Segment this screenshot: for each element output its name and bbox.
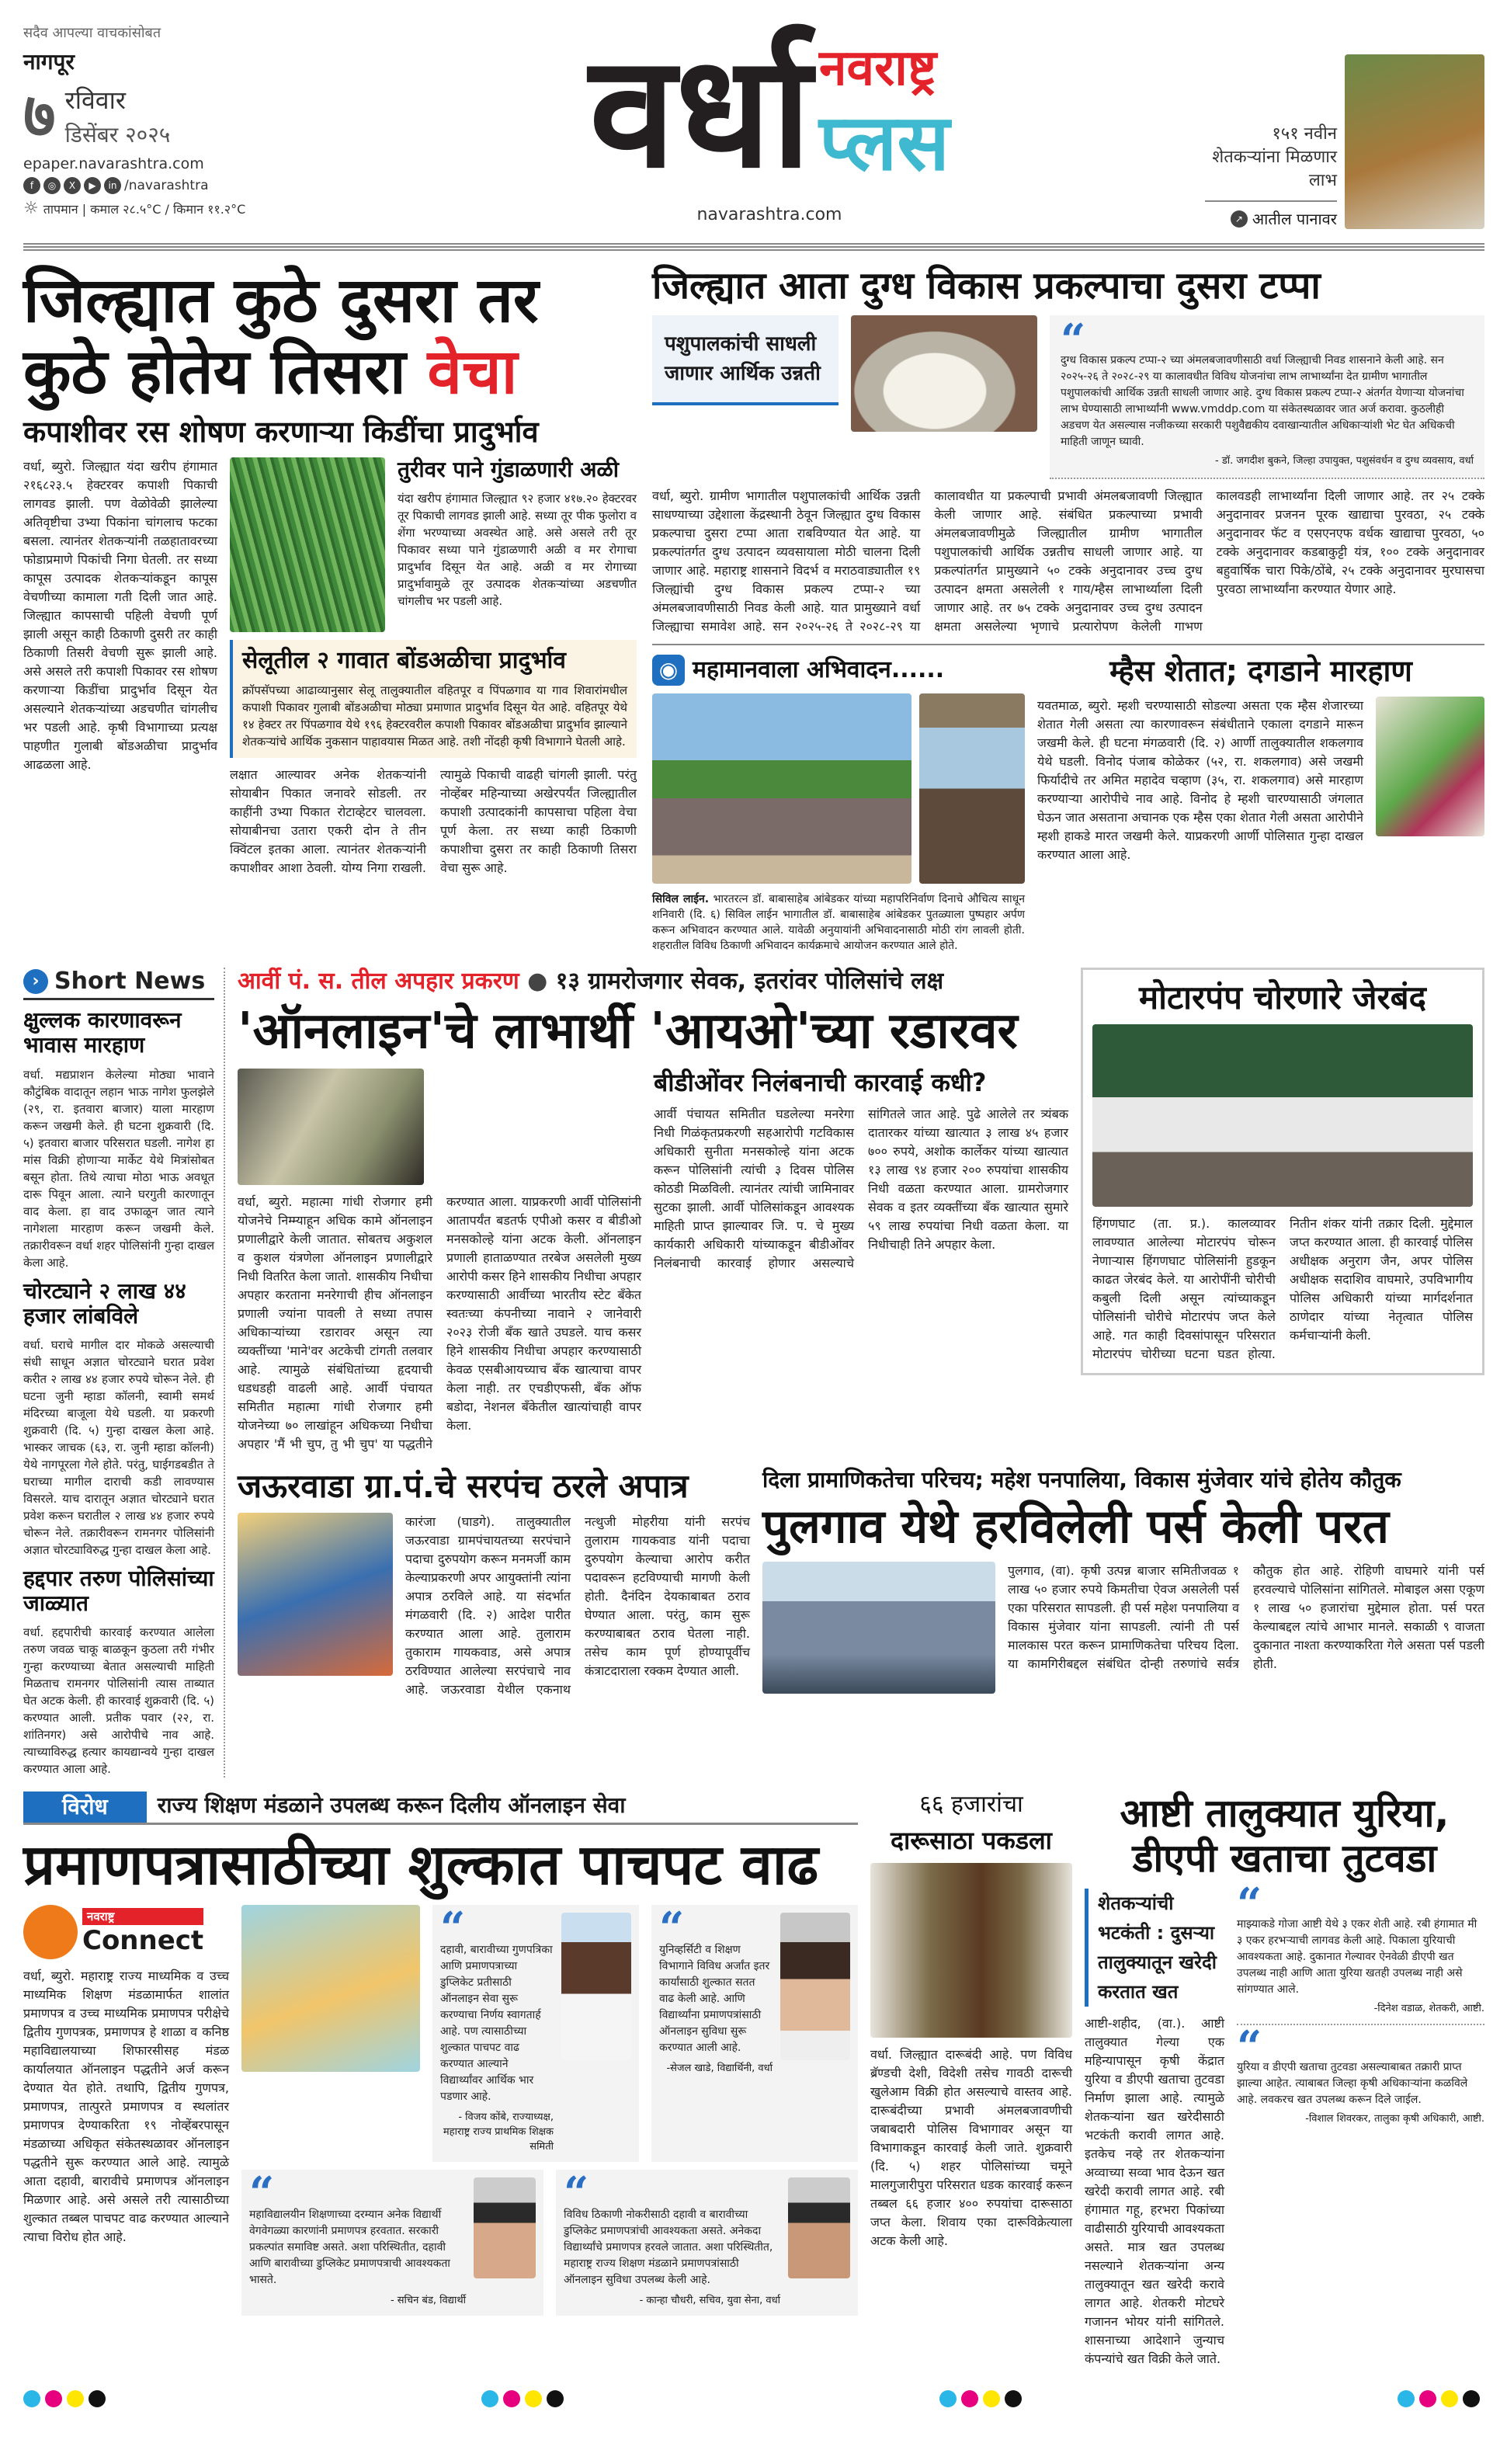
headline-highlight: वेचा: [427, 335, 518, 408]
linkedin-icon[interactable]: in: [104, 177, 121, 194]
story8: [23, 1792, 858, 2316]
arrested-accused-photo: [1092, 1024, 1473, 1207]
caption-lead: सिविल लाईन.: [652, 893, 710, 906]
quote-person-photo: [788, 2177, 850, 2278]
story5-body: हिंगणघाट (ता. प्र.). कालव्यावर लावण्यात आलेल्या मोटारपंप चोरून नेणाऱ्यास हिंगणघाट पोलिसांनी हुडकून काढत जेरबंद केले. या आरोपींनी चोरीची कबुली दिली असून त्यांच्याकडून पोलिसांनी चोरीचे मोटारपंप जप्त केले आहे. गत काही दिवसांपासून परिसरात मोटारपंप चोरीच्या घटना घडत होत्या. नितीन शंकर यांनी तक्रार दिली. मुद्देमाल जप्त करण्यात आला. ही कारवाई पोलिस अधीक्षक अनुराग जैन, अपर पोलिस अधीक्षक सदाशिव वाघमारे, उपविभागीय पोलिस अधिकारी यांच्या मार्गदर्शनात ठाणेदार यांच्या नेतृत्वात पोलिस कर्मचाऱ्यांनी केली.: [1092, 1216, 1473, 1362]
quote-icon: “: [1237, 1878, 1262, 1931]
story1-box-head: सेलूतील २ गावात बोंडअळीचा प्रादुर्भाव: [242, 646, 566, 674]
x-icon[interactable]: X: [64, 177, 81, 194]
liquor-seizure-photo: [870, 1863, 1072, 2038]
story8-quote: [241, 2167, 543, 2316]
quote-person-photo: [561, 1913, 631, 2060]
headline-line-1: आष्टी तालुक्यात युरिया,: [1120, 1791, 1450, 1837]
logo-navarashtra: नवराष्ट्र: [819, 39, 937, 97]
story4-body: वर्धा, ब्युरो. महात्मा गांधी रोजगार हमी योजनेचे निम्म्याहून अधिक कामे ऑनलाइन प्रणालीद्वारे केली जातात. सोबतच अकुशल व कुशल यंत्रणेला ऑनलाइन प्रणालीद्वारे निधी वितरित केला जातो. शासकीय निधीचा अपहार करताना मनरेगाची हीच ऑनलाइन प्रणाली ज्यांना पावली ते सध्या तपास अधिकाऱ्यांच्या रडारावर असून त्या व्यक्तींच्या 'माने'वर अटकेची टांगती तलवार आहे. त्यामुळे संबंधितांच्या हृदयाची धडधडही वाढली आहे. आर्वी पंचायत समितीत महात्मा गांधी रोजगार हमी योजनेच्या ७० लाखांहून अधिकच्या निधीचा अपहार 'मैं भी चुप, तु भी चुप' या पद्धतीने करण्यात आला. याप्रकरणी आर्वी पोलिसांनी आतापर्यंत बडतर्फ एपीओ कसर व बीडीओ मनसकोल्हे यांना अटक केली. ऑनलाइन प्रणाली हाताळण्यात तरबेज असलेली मुख्य आरोपी कसर हिने शासकीय निधीचा अपहार करण्यासाठी आर्वीच्या भारतीय स्टेट बँकेत स्वतःच्या कंपनीच्या नावाने २ जानेवारी २०२३ रोजी बँक खाते उघडले. याच कसर हिने शासकीय निधीचा अपहार करण्यासाठी केवळ एसबीआयच्याच बँक खात्याचा वापर केला नाही. तर एचडीएफसी, बँक ऑफ बडोदा, नेशनल बँकेतील खात्यांचाही वापर केला.: [238, 1194, 641, 1451]
short-news-title: Short News: [54, 968, 206, 996]
story8-body: वर्धा, ब्युरो. महाराष्ट्र राज्य माध्यमिक व उच्च माध्यमिक शिक्षण मंडळामार्फत शालांत प्रमाणपत्र व उच्च माध्यमिक प्रमाणपत्र परीक्षेचे द्वितीय गुणपत्रक, प्रमाणपत्र हे शाळा व कनिष्ठ महाविद्यालयाच्या शिफारसीसह मंडळ कार्यालयात ऑनलाइन पद्धतीने अर्ज करून देण्यात येत होते. तथापि, द्वितीय गुणपत्र, प्रमाणपत्र, तात्पुरते प्रमाणपत्र व स्थलांतर प्रमाणपत्र देण्याकरिता १९ नोव्हेंबरपासून मंडळाच्या अधिकृत संकेतस्थळावर ऑनलाइन पद्धतीने सुरू करण्यात आले आहे. त्यामुळे आता दहावी, बारावीचे प्रमाणपत्र ऑनलाइन मिळणार आहे. असे असले तरी त्यासाठीच्या शुल्कात तब्बल पाचपट वाढ करण्यात आल्याने त्याचा विरोध होत आहे.: [23, 1969, 229, 2245]
story10-quote-2: [1237, 2021, 1484, 2126]
tagline: सदैव आपल्या वाचकांसोबत: [23, 25, 161, 41]
logo-wardha: वर्धा: [589, 22, 811, 203]
story3: [1037, 655, 1484, 864]
quote-by: - कान्हा चौधरी, सचिव, युवा सेना, वर्धा: [639, 2295, 780, 2307]
story7: [762, 1468, 1484, 1694]
quote-person-photo: [780, 1913, 850, 2060]
logo-plus: प्लस: [819, 96, 950, 188]
facebook-icon[interactable]: f: [23, 177, 40, 194]
headline-line-2: डीएपी खताचा तुटवडा: [1132, 1835, 1437, 1881]
story8-quote: [651, 1905, 858, 2162]
short-news-header: [23, 968, 214, 1000]
story2-quote: दुग्ध विकास प्रकल्प टप्पा-२ च्या अंमलबजावणीसाठी वर्धा जिल्ह्याची निवड शासनाने केली आहे. सन २०२५-२६ ते २०२८-२९ या कालावधीत विविध योजनांचा लाभ लाभार्थ्यांना देत ग्रामीण भागातील पशुपालकांची आर्थिक उन्नती साधली जाणार आहे. दुग्ध विकास प्रकल्प टप्पा-२ अंतर्गत येणाऱ्या योजनांचा लाभ घेण्यासाठी लाभार्थ्यांनी www.vmddp.com या संकेतस्थळावर जात अर्ज करावा. कुठलीही अडचण येत असल्यास नजीकच्या सरकारी पशुवैद्यकीय दवाखान्यातील अधिकाऱ्यांशी भेट घेत अधिकची माहिती जाणून घ्यावी.: [1061, 354, 1464, 449]
short-news-head: चोरट्याने २ लाख ४४ हजार लांबविले: [23, 1277, 186, 1329]
story8-quote: [556, 2167, 858, 2316]
story1: [23, 265, 637, 878]
story1-box-body: लक्षात आल्यावर अनेक शेतकऱ्यांनी सोयाबीन पिकात जनावरे सोडली. तर काहींनी उभ्या पिकात रोटाव्हेटर चालवला. सोयाबीनचा उतारा एकरी दोन ते तीन क्विंटल इतका आला. त्यानंतर शेतकऱ्यांनी कपाशीवर आशा ठेवली. योग्य निगा राखली. त्यामुळे पिकाची वाढही चांगली झाली. परंतु नोव्हेंबर महिन्याच्या अखेरपर्यंत जिल्ह्यातील कपाशी उत्पादकांनी कापसाचा पहिला वेचा पूर्ण केला. तर सध्या काही ठिकाणी कपाशीचा दुसरा तर काही ठिकाणी तिसरा वेचा सुरू आहे.: [230, 767, 637, 876]
story1-side-head: तुरीवर पाने गुंडाळणारी अळी: [398, 456, 620, 482]
story7-kicker: दिला प्रामाणिकतेचा परिचय; महेश पनपालिया, विकास मुंजेवार यांचे होतेय कौतुक: [762, 1466, 1401, 1493]
quote-icon: “: [249, 2167, 275, 2219]
tribute-queue-photo: [652, 693, 911, 884]
story9-body: वर्धा. जिल्ह्यात दारूबंदी आहे. पण विविध ब्रॅण्डची देशी, विदेशी तसेच गावठी दारूची खुलेआम विक्री होत असल्याचे वास्तव आहे. दारूबंदीच्या प्रभावी अंमलबजावणीची जबाबदारी पोलिस विभागावर असून या विभागाकडून कारवाई केली जाते. शुक्रवारी (दि. ५) शहर पोलिसांच्या चमूने मालगुजारीपुरा परिसरात धडक कारवाई करून तब्बल ६६ हजार ४०० रुपयांचा दारूसाठा जप्त केला. शिवाय एका दारूविक्रेत्याला अटक केली आहे.: [870, 2046, 1072, 2248]
kicker-text: १३ ग्रामरोजगार सेवक, इतरांवर पोलिसांचे लक्ष: [555, 968, 944, 996]
story8-kicker: राज्य शिक्षण मंडळाने उपलब्ध करून दिलीय ऑनलाइन सेवा: [157, 1792, 626, 1819]
short-news-body: वर्धा. घराचे मागील दार मोकळे असल्याची संधी साधून अज्ञात चोरट्याने घरात प्रवेश करीत २ लाख ४४ हजार रुपये चोरून नेले. ही घटना जुनी म्हाडा कॉलनी, स्वामी समर्थ मंदिरच्या बाजूला येथे घडली. या प्रकरणी शुक्रवारी (दि. ५) गुन्हा दाखल केला आहे. भास्कर जाचक (६३, रा. जुनी म्हाडा कॉलनी) येथे नागपूरला गेले होते. परंतु, घाईगडबडीत ते घराच्या मागील दाराची कडी लावण्यास विसरले. याच दारातून अज्ञात चोरट्याने घरात प्रवेश करून घरातील २ लाख ४४ हजार रुपये चोरून नेले. तक्रारीवरून रामनगर पोलिसांनी अज्ञात चोरट्याविरुद्ध गुन्हा दाखल केला आहे.: [23, 1337, 214, 1557]
quote-icon: “: [1237, 2021, 1262, 2073]
story2-quote-box: [1050, 315, 1484, 479]
masthead: [23, 23, 1484, 229]
story2-headline: जिल्ह्यात आता दुग्ध विकास प्रकल्पाचा दुसरा टप्पा: [652, 264, 1321, 308]
short-news-head: हद्दपार तरुण पोलिसांच्या जाळ्यात: [23, 1565, 214, 1617]
story4-subhead: बीडीओंवर निलंबनाची कारवाई कधी?: [654, 1067, 987, 1097]
story5-box: [1081, 968, 1484, 1375]
quote-text: युरिया व डीएपी खताचा तुटवडा असल्याबाबत तक्रारी प्राप्त झाल्या आहेत. त्याबाबत जिल्हा कृषी अधिकाऱ्यांना कळविले आहे. लवकरच खत उपलब्ध करून दिले जाईल.: [1237, 2061, 1468, 2107]
milk-pouring-photo: [851, 315, 1037, 432]
weather: [23, 199, 334, 218]
story4-headline: 'ऑनलाइन'चे लाभार्थी 'आयओ'च्या रडारवर: [238, 1003, 1018, 1061]
connect-brand: नवराष्ट्र: [82, 1908, 203, 1925]
epaper-link[interactable]: epaper.navarashtra.com: [23, 155, 204, 172]
story7-headline: पुलगाव येथे हरविलेली पर्स केली परत: [762, 1499, 1389, 1554]
quote-text: विविध ठिकाणी नोकरीसाठी दहावी व बारावीच्या डुप्लिकेट प्रमाणपत्रांची आवश्यकता असते. अनेकदा विद्यार्थ्यांचे प्रमाणपत्र हरवले जातात. अशा परिस्थितीत, महाराष्ट्र राज्य शिक्षण मंडळाने प्रमाणपत्रांसाठी ऑनलाइन सुविधा उपलब्ध केली आहे.: [564, 2209, 773, 2287]
quote-by: -विशाल शिवरकर, तालुका कृषी अधिकारी, आष्टी.: [1305, 2113, 1484, 2125]
story1-box-intro: क्रॉपसॅपच्या आढाव्यानुसार सेलू तालुक्यातील वहितपूर व पिंपळगाव या गाव शिवारांमधील कपाशी पिकावर गुलाबी बोंडअळीचा मोठ्या प्रमाणात प्रादुर्भाव दिसून येत आहे. वहितपूर येथे १४ हेक्टर तर पिंपळगाव येथे १९६ हेक्टरवरील कपाशी पिकावर बोंडअळीचा प्रादुर्भाव झाल्याने शेतकऱ्यांचे आर्थिक नुकसान पाहावयास मिळत आहे. तशी नोंदही कृषी विभागाने घेतली आहे.: [242, 683, 627, 749]
story10-side-head: शेतकऱ्यांची भटकंती : दुसऱ्या तालुक्यातून खरेदी करतात खत: [1085, 1889, 1224, 2007]
story6-body: कारंजा (घाडगे). तालुक्यातील जऊरवाडा ग्रामपंचायतच्या सरपंचाने पदाचा दुरुपयोग करून मनमर्जी काम केल्याप्रकरणी अपर आयुक्तांनी त्यांना अपात्र ठरविले आहे. या संदर्भात मंगळवारी (दि. २) आदेश पारीत करण्यात आला आहे. तुलाराम तुकाराम गायकवाड, असे अपात्र ठरविण्यात आलेल्या सरपंचाचे नाव आहे. जऊरवाडा येथील एकनाथ नत्थुजी मोहरीया यांनी सरपंच तुलाराम गायकवाड यांनी पदाचा दुरुपयोग केल्याचा आरोप करीत पदावरून हटविण्याची मागणी केली होती. दैनंदिन देयकाबाबत ठराव घेण्यात आला. परंतु, काम सुरू करण्याबाबत ठराव घेतला नाही. तसेच काम पूर्ण होण्यापूर्वीच कंत्राटदाराला रक्कम देण्यात आली.: [405, 1514, 750, 1698]
social-links: [23, 177, 334, 194]
story3-body: यवतमाळ, ब्युरो. म्हशी चरण्यासाठी सोडल्या असता एक म्हैस शेजारच्या शेतात गेली असता त्या कारणावरून संबंधीताने एकाला दगडाने मारून जखमी केले. ही घटना मंगळवारी (दि. २) आर्णी तालुक्यातील शकलगाव येथे घडली. विनोद पंजाब कोळेकर (५२, रा. शकलगाव) असे जखमी फिर्यादीचे तर अमित महादेव चव्हाण (३५, रा. शकलगाव) असे मारहाण करण्याऱ्या आरोपीचे नाव आहे. विनोद हे म्हशी चारण्यासाठी जंगलात घेऊन जात असताना अचानक एक म्हैस एका शेतात गेली असता आरोपीने म्हशी हाकडे मारत जखमी केले. याप्रकरणी आर्णी पोलिसात गुन्हा दाखल करण्यात आला आहे.: [1037, 697, 1363, 862]
short-news-body: वर्धा. हद्दपारीची कारवाई करण्यात आलेला तरुण जवळ चाकू बाळकून कुठला तरी गंभीर गुन्हा करण्याच्या बेतात असल्याची माहिती मिळताच रामनगर पोलिसांनी त्यास ताब्यात घेत अटक केली. ही कारवाई शुक्रवारी (दि. ५) करण्यात आली. प्रतीक पवार (२२, रा. शांतिनगर) असे आरोपीचे नाव आहे. त्याच्याविरुद्ध हत्यार कायद्यान्वये गुन्हा दाखल करण्यात आला आहे.: [23, 1625, 214, 1777]
instagram-icon[interactable]: ◎: [43, 177, 61, 194]
story9-headline: दारूसाठा पकडला: [891, 1825, 1052, 1855]
photo-feature-heading: महामानवाला अभिवादन......: [693, 655, 945, 683]
story10: [1085, 1792, 1484, 2368]
story2-body: वर्धा, ब्युरो. ग्रामीण भागातील पशुपालकांची आर्थिक उन्नती साधण्याच्या उद्देशाला केंद्रस्थानी ठेवून जिल्ह्यात दुग्ध विकास प्रकल्पाचा दुसरा टप्पा आता राबविण्यात येत आहे. या प्रकल्पांतर्गत दुग्ध उत्पादन व्यवसायाला मोठी चालना दिली जाणार आहे. महाराष्ट्र शासनाने विदर्भ व मराठवाड्यातील १९ जिल्ह्यांची दुग्ध विकास प्रकल्प टप्पा-२ च्या अंमलबजावणीसाठी निवड केली आहे. यात प्रामुख्याने वर्धा जिल्ह्याचा समावेश आहे. सन २०२५-२६ ते २०२८-२९ या कालावधीत या प्रकल्पाची प्रभावी अंमलबजावणी जिल्ह्यात केली जाणार आहे. संबंधित प्रकल्पाच्या प्रभावी अंमलबजावणीमुळे जिल्ह्यातील ग्रामीण भागातील पशुपालकांची आर्थिक उन्नतीच साधली जाणार आहे. या प्रकल्पांतर्गत प्रामुख्याने ५० टक्के अनुदानावर उच्च दुग्ध उत्पादन क्षमता असलेली १ गाय/म्हैस लाभार्थ्याला दिली जाणार आहे. तर ७५ टक्के अनुदानावर उच्च दुग्ध उत्पादन क्षमता असलेल्या भृणाचे प्रत्यारोपण केलेली गाभण कालवडही लाभार्थ्यांना दिली जाणार आहे. तर २५ टक्के अनुदानावर प्रजनन पूरक खाद्याचा पुरवठा, २५ टक्के अनुदानावर फॅट व एसएनएफ वर्धक खाद्याचा पुरवठा, ५० टक्के अनुदानावर कडबाकुट्टी यंत्र, १०० टक्के अनुदानावर बहुवार्षिक चारा पिके/ठोंबे, २५ टक्के अनुदानावर मुरघासचा पुरवठा लाभार्थ्यांना करण्यात येणार आहे.: [652, 488, 1484, 634]
arrow-right-icon: ›: [23, 969, 48, 994]
short-news-body: वर्धा. मद्यप्राशन केलेल्या मोठ्या भावाने कौटुंबिक वादातून लहान भाऊ नागेश फुलझेले (२९, रा. इतवारा बाजार) याला मारहाण करून जखमी केले. ही घटना शुक्रवारी (दि. ५) इतवारा बाजार परिसरात घडली. नागेश हा मांस विक्री होणाऱ्या मार्केट येथे मित्रांसोबत बसून होता. तिथे त्याचा मोठा भाऊ अवधूत दारू पिवून आला. त्याने घरगुती कारणातून वाद केला. हा वाद उफाळून जात त्याने नागेशला मारहाण करून जखमी केले. तक्रारीवरून वर्धा शहर पोलिसांनी गुन्हा दाखल केला आहे.: [23, 1067, 214, 1270]
weather-sun-cloud-icon: ☼: [23, 199, 39, 218]
promo-text: १५१ नवीन शेतकऱ्यांना मिळणार लाभ: [1212, 124, 1337, 190]
connect-label: Connect: [82, 1925, 204, 1957]
story9: [870, 1792, 1072, 2250]
story4: [238, 968, 1068, 1454]
story6-headline: जऊरवाडा ग्रा.पं.चे सरपंच ठरले अपात्र: [238, 1466, 689, 1505]
quote-text: माझ्याकडे गोजा आष्टी येथे ३ एकर शेती आहे. रबी हंगामात मी ३ एकर हरभऱ्याची लागवड केली आहे. पिकाला युरियाची आवश्यकता आहे. दुकानात गेल्यावर ऐनवेळी डीएपी खत उपलब्ध नाही आणि आता युरिया खतही उपलब्ध नाही असे सांगण्यात आले.: [1237, 1918, 1477, 1997]
ambedkar-statue-photo: [919, 693, 1025, 884]
quote-icon: “: [440, 1903, 466, 1955]
print-registration-marks: [1398, 2390, 1484, 2410]
photo-caption: [652, 891, 1025, 954]
print-registration-marks: [939, 2390, 1026, 2410]
weekday: रविवार: [64, 85, 126, 115]
story4-kicker: आर्वी पं. स. तील अपहार प्रकरण ● १३ ग्रामरोजगार सेवक, इतरांवर पोलिसांचे लक्ष: [238, 968, 944, 996]
story10-headline: [1085, 1792, 1484, 1881]
headline-line-1: जिल्ह्यात कुठे दुसरा तर: [23, 264, 539, 336]
story4-sub-body: आर्वी पंचायत समितीत घडलेल्या मनरेगा निधी गिळंकृतप्रकरणी सहआरोपी गटविकास अधिकारी सुनीता मनसकोल्हे यांना अटक करून पोलिसांनी त्यांची ३ दिवस पोलिस कोठडी मिळविली. त्यानंतर त्यांची जामिनावर सुटका झाली. आर्वी पोलिसांकडून आवश्यक माहिती प्राप्त झाल्यावर जि. प. चे मुख्य कार्यकारी अधिकारी यांच्याकडून बीडीओंवर निलंबनाची कारवाई होणार असल्याचे सांगितले जात आहे. पुढे आलेले तर त्र्यंबक दातारकर यांच्या खात्यात ३ लाख ४५ हजार ७०० रुपये, अशोक कार्लेकर यांच्या खात्यात १३ लाख ९४ हजार २०० रुपयांचा शासकीय निधी वळता करण्यात आला. ग्रामरोजगार सेवक व इतर व्यक्तींच्या बँक खात्यात सुमारे ५९ लाख रुपयांचा निधी वळता केला. या निधीचाही तिने अपहार केला.: [654, 1106, 1068, 1270]
story5-headline: मोटारपंप चोरणारे जेरबंद: [1139, 978, 1426, 1017]
quote-text: युनिव्हर्सिटी व शिक्षण विभागाने विविध अर्जांत इतर कार्यांसाठी शुल्कात सतत वाढ केली आहे. आणि विद्यार्थ्यांना प्रमाणपत्रांसाठी ऑनलाइन सुविधा सुरू करण्यात आली आहे.: [659, 1944, 770, 2055]
site-url[interactable]: navarashtra.com: [696, 205, 842, 224]
weather-text: तापमान | कमाल २८.५°C / किमान ११.२°C: [43, 201, 246, 217]
story8-headline: प्रमाणपत्रासाठीच्या शुल्कात पाचपट वाढ: [23, 1832, 819, 1898]
farmer-bullock-photo: [1345, 54, 1484, 229]
assault-illustration: [1376, 697, 1484, 836]
story3-headline: म्हैस शेतात; दगडाने मारहाण: [1109, 654, 1412, 689]
photo-feature-title: [652, 655, 1025, 686]
tur-crop-photo: [230, 457, 385, 632]
story2-quote-by: - डॉ. जगदीश बुकने, जिल्हा उपायुक्त, पशुसंवर्धन व दुग्ध व्यवसाय, वर्धा: [1215, 455, 1474, 467]
quote-text: महाविद्यालयीन शिक्षणाच्या दरम्यान अनेक विद्यार्थी वेगवेगळ्या कारणांनी प्रमाणपत्र हरवतात. सरकारी प्रकल्पांत समाविष्ट असते. अशा परिस्थितीत, दहावी आणि बारावीच्या डुप्लिकेट प्रमाणपत्राची आवश्यकता भासते.: [249, 2209, 450, 2287]
caption-text: भारतरत्न डॉ. बाबासाहेब आंबेडकर यांच्या महापरिनिर्वाण दिनाचे औचित्य साधून शनिवारी (दि. ६) सिविल लाईन भागातील डॉ. बाबासाहेब आंबेडकर पुतळ्याला पुष्पहार अर्पण करून अभिवादन करण्यात आले. यावेळी अनुयायांनी अभिवादनासाठी मोठी रांग लावली होती. शहरातील विविध ठिकाणी अभिवादन कार्यक्रमाचे आयोजन करण्यात आले होते.: [652, 893, 1026, 953]
promo-link[interactable]: [1205, 200, 1337, 229]
kicker-red: आर्वी पं. स. तील अपहार प्रकरण: [238, 968, 519, 996]
story1-subhead: कपाशीवर रस शोषण करणाऱ्या किडींचा प्रादुर्भाव: [23, 415, 539, 449]
quote-icon: “: [659, 1903, 685, 1955]
quote-person-photo: [474, 2177, 536, 2278]
story8-quote: [432, 1905, 639, 2162]
print-registration-marks: [481, 2390, 568, 2410]
navarashtra-connect-logo: [23, 1905, 229, 1959]
story10-body: आष्टी-शहीद, (वा.). आष्टी तालुक्यात गेल्या एक महिन्यापासून कृषी केंद्रात युरिया व डीएपी खताचा तुटवडा निर्माण झाला आहे. त्यामुळे शेतकऱ्यांना खत खरेदीसाठी भटकंती करावी लागत आहे. इतकेच नव्हे तर शेतकऱ्यांना अव्वाच्या सव्वा भाव देऊन खत खरेदी करावी लागत आहे. रबी हंगामात गहू, हरभरा पिकांच्या वाढीसाठी युरियाची आवश्यकता असते. मात्र खत उपलब्ध नसल्याने शेतकऱ्यांना अन्य तालुक्यातून खत खरेदी करावे लागत आहे. शेतकरी मोटघरे गजानन भोयर यांनी सांगितले. शासनाच्या आदेशाने जुन्याच कंपन्यांचे खत विक्री केले जाते.: [1085, 2016, 1224, 2367]
edition-city: नागपूर: [23, 49, 75, 75]
panchayat-illustration: [238, 1513, 393, 1676]
education-illustration: [241, 1905, 420, 2072]
story9-kicker: ६६ हजारांचा: [919, 1791, 1023, 1819]
quote-by: -सेजल खाडे, विद्यार्थिनी, वर्धा: [666, 2063, 773, 2075]
story10-quote-1: [1237, 1878, 1484, 2016]
promo-link-label: आतील पानावर: [1252, 210, 1337, 228]
story2: [652, 265, 1484, 954]
quote-by: - विजय कोंबे, राज्याध्यक्ष, महाराष्ट्र राज्य प्राथमिक शिक्षक समिती: [443, 2111, 554, 2153]
short-news-item: [23, 1566, 214, 1778]
short-news: [23, 968, 225, 1778]
short-news-item: [23, 1279, 214, 1559]
currency-notes-photo: [238, 1069, 424, 1185]
camera-icon: ◉: [652, 655, 685, 686]
print-registration-marks: [23, 2390, 110, 2410]
short-news-item: [23, 1008, 214, 1270]
story6: [238, 1468, 750, 1699]
story8-tag: विरोध: [23, 1792, 147, 1823]
quote-by: - सचिन बंड, विद्यार्थी: [390, 2295, 466, 2307]
story1-side-body: यंदा खरीप हंगामात जिल्ह्यात ९२ हजार ४१७.२० हेक्टरवर तूर पिकाची लागवड झाली आहे. सध्या तूर पीक फुलोरा व शेंगा भरण्याच्या अवस्थेत आहे. असे असले तरी तूर पिकावर सध्या पाने गुंडाळणारी अळी व मर रोगाचा प्रादुर्भाव दिसून येत आहे. अळी व मर रोगाच्या प्रादुर्भावामुळे तूर उत्पादक शेतकऱ्यांच्या अडचणीत चांगलीच भर पडली आहे.: [398, 491, 637, 608]
arrow-icon: ↗: [1231, 210, 1248, 228]
short-news-head: क्षुल्लक कारणावरून भावास मारहाण: [23, 1007, 182, 1058]
photo-feature: [652, 655, 1025, 954]
quote-text: दहावी, बारावीच्या गुणपत्रिका आणि प्रमाणपत्राच्या डुप्लिकेट प्रतीसाठी ऑनलाइन सेवा सुरू करण्याचा निर्णय स्वागतार्ह आहे. पण त्यासाठीच्या शुल्कात पाचपट वाढ करण्यात आल्याने विद्यार्थ्यांवर आर्थिक भार पडणार आहे.: [440, 1944, 553, 2104]
month-year: डिसेंबर २०२५: [64, 121, 171, 148]
story7-body: पुलगाव, (वा). कृषी उत्पन्न बाजार समितीजवळ १ लाख ५० हजार रुपये किमतीचा ऐवज असलेली पर्स एका परिसरात सापडली. ही पर्स महेश पनपालिया व विकास मुंजेवार यांना सापडली. त्यांनी ती पर्स मालकास परत करून प्रामाणिकतेचा परिचय दिला. या कामगिरीबद्दल संबंधित दोन्ही तरुणांचे सर्वत्र कौतुक होत आहे. रोहिणी वाघमारे यांनी पर्स हरवल्याचे पोलिसांना सांगितले. मोबाइल असा एकूण १ लाख ५० हजारांचा मुद्देमाल होता. पर्स परत केल्याबद्दल त्यांचे आभार मानले. सकाळी ९ वाजता दुकानात नाश्ता करण्याकरिता गेले असता पर्स पडली होती.: [1008, 1562, 1484, 1671]
story1-headline: [23, 265, 637, 408]
purse-returned-photo: [762, 1562, 995, 1694]
quote-by: -दिनेश वडाळ, शेतकरी, आष्टी.: [1373, 2003, 1484, 2015]
headline-line-2: कुठे होतेय तिसरा: [23, 335, 428, 408]
date-day: ७: [23, 79, 56, 151]
story2-highlight-box: पशुपालकांची साधली जाणार आर्थिक उन्नती: [652, 315, 839, 405]
story8-kicker-bar: [23, 1792, 858, 1825]
social-handle: /navarashtra: [124, 178, 209, 193]
quote-icon: “: [1061, 315, 1086, 367]
story1-body: वर्धा, ब्युरो. जिल्ह्यात यंदा खरीप हंगामात २१६८२३.५ हेक्टरवर कपाशी पिकाची लागवड झाली. पण वेळोवेळी झालेल्या अतिवृष्टीचा उभ्या पिकांना चांगलाच फटका बसला. त्यानंतर शेतकऱ्यांनी तळहातावरच्या फोडाप्रमाणे पिकांची निगा घेतली. तर सध्या कापूस उत्पादक शेतकऱ्यांकडून कापूस वेचणीच्या कामाला गती दिली जात आहे. जिल्ह्यात कापसाची पहिली वेचणी पूर्ण झाली असून काही ठिकाणी दुसरी तर काही ठिकाणी तिसरी वेचणी सुरू झाली आहे. असे असले तरी कपाशी पिकावर रस शोषण करणाऱ्या किडींचा प्रादुर्भाव दिसून येत असल्याने शेतकऱ्यांच्या अडचणीत चांगलीच भर पडली आहे. कृषी विभागाच्या प्रत्यक्ष पाहणीत गुलाबी बोंडअळीचा प्रादुर्भाव आढळला आहे.: [23, 458, 217, 772]
quote-icon: “: [564, 2167, 589, 2219]
youtube-icon[interactable]: ▶: [84, 177, 101, 194]
